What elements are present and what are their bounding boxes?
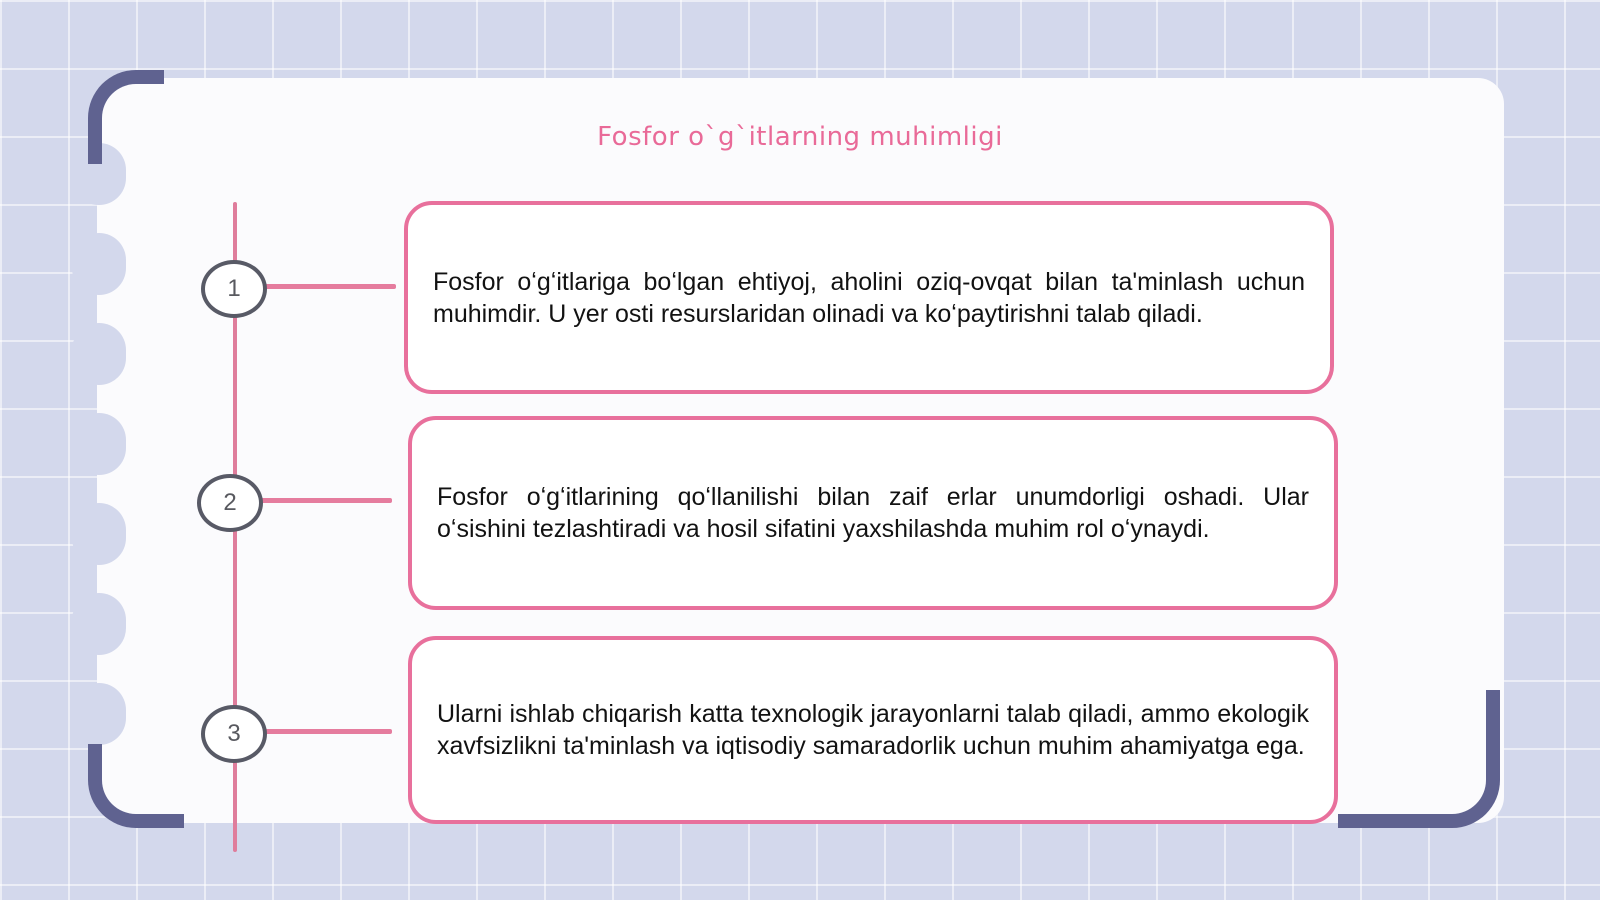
- connector-line: [262, 729, 392, 734]
- sheet-notch: [72, 413, 126, 475]
- connector-line: [258, 498, 392, 503]
- sheet-notch: [72, 593, 126, 655]
- connector-line: [262, 284, 396, 289]
- step-number-1: 1: [201, 260, 267, 318]
- sheet-notch: [72, 683, 126, 745]
- slide-title: Fosfor o`g`itlarning muhimligi: [597, 122, 1003, 152]
- sheet-notch: [72, 323, 126, 385]
- corner-bracket-bottom-left: [88, 744, 184, 828]
- sheet-notch: [72, 233, 126, 295]
- info-card-2: [408, 416, 1338, 610]
- corner-bracket-bottom-right: [1338, 690, 1500, 828]
- step-number-3: 3: [201, 705, 267, 763]
- info-card-3: [408, 636, 1338, 824]
- info-card-text: Ularni ishlab chiqarish katta texnologik jarayonlarni talab qiladi, ammo ekologik xavfsizlikni ta'minlash va iqtisodiy samaradorlik uchun muhim ahamiyatga ega.: [437, 700, 1309, 760]
- info-card-text: Fosfor oʻgʻitlarining qoʻllanilishi bilan zaif erlar unumdorligi oshadi. Ular oʻsishini tezlashtiradi va hosil sifatini yaxshilashda muhim rol oʻynaydi.: [437, 483, 1309, 543]
- step-number-2: 2: [197, 474, 263, 532]
- sheet-notch: [72, 503, 126, 565]
- info-card-1: [404, 201, 1334, 394]
- info-card-text: Fosfor oʻgʻitlariga boʻlgan ehtiyoj, aholini oziq-ovqat bilan ta'minlash uchun muhimdir. U yer osti resurslaridan olinadi va koʻpaytirishni talab qiladi.: [433, 267, 1305, 328]
